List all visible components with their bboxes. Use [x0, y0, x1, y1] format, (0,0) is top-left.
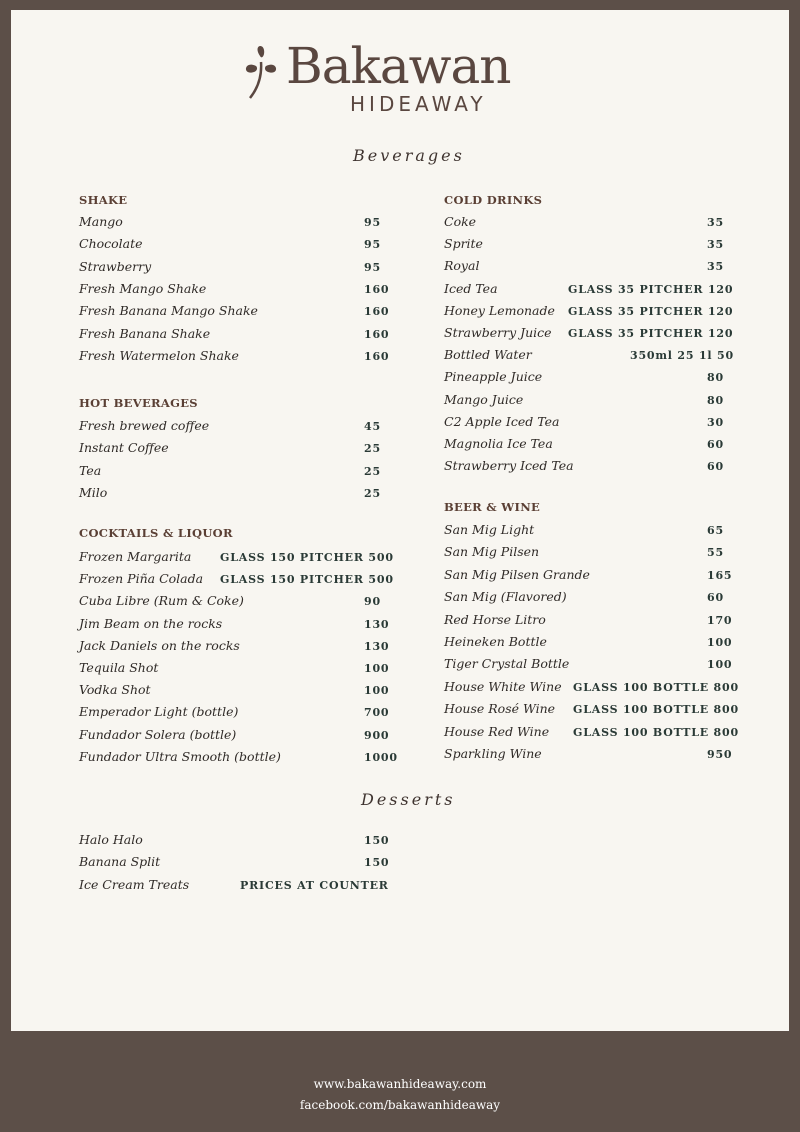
brand-name: Bakawan — [286, 37, 511, 95]
menu-item-price: 150 — [364, 834, 390, 847]
menu-item-row — [79, 637, 390, 658]
beer-category-title: BEER & WINE — [444, 500, 541, 514]
menu-item-name: Pineapple Juice — [444, 369, 543, 385]
menu-item-row — [79, 325, 390, 346]
menu-item-price: GLASS 35 PITCHER 120 — [568, 327, 734, 340]
menu-item-row — [79, 485, 379, 505]
menu-item-row — [79, 660, 390, 680]
menu-item-price: 95 — [364, 216, 381, 229]
menu-item-price: GLASS 35 PITCHER 120 — [568, 282, 734, 296]
menu-item-price: 60 — [707, 591, 724, 605]
menu-item-name: House Red Wine — [444, 723, 550, 739]
menu-item-name: Jack Daniels on the rocks — [79, 637, 240, 653]
menu-item-row — [79, 463, 379, 483]
leaf-icon — [240, 42, 284, 102]
menu-item-row — [79, 418, 379, 438]
menu-item-row — [79, 832, 390, 852]
menu-item-row — [444, 369, 744, 389]
menu-item-price: 170 — [707, 613, 733, 627]
menu-item-row — [444, 303, 744, 323]
menu-item-row — [444, 634, 744, 654]
menu-item-price: PRICES AT COUNTER — [240, 878, 389, 892]
menu-item-price: 60 — [707, 438, 724, 451]
menu-item-price: 25 — [364, 464, 381, 478]
menu-item-name: Strawberry Juice — [444, 325, 552, 340]
menu-item-price: 130 — [364, 617, 390, 631]
menu-item-name: San Mig Light — [444, 522, 535, 537]
menu-item-row — [79, 726, 390, 747]
menu-item-price: 100 — [707, 658, 733, 672]
menu-item-row — [79, 615, 390, 636]
menu-item-price: 165 — [707, 568, 733, 582]
menu-item-row — [79, 440, 379, 460]
menu-item-price: 160 — [364, 327, 390, 341]
menu-item-name: Halo Halo — [79, 832, 143, 847]
menu-item-row — [79, 682, 390, 702]
menu-item-row — [444, 236, 744, 256]
menu-item-row — [444, 701, 744, 721]
menu-item-row — [79, 259, 379, 279]
menu-item-price: 150 — [364, 856, 390, 870]
menu-item-name: Frozen Piña Colada — [79, 571, 204, 587]
menu-item-name: Banana Split — [79, 854, 161, 870]
beverages-title: Beverages — [353, 146, 465, 165]
menu-item-price: 60 — [707, 460, 724, 474]
menu-item-name: Coke — [444, 214, 477, 229]
menu-item-price: 95 — [364, 260, 381, 274]
menu-item-price: 35 — [707, 216, 724, 229]
menu-item-name: Fresh Mango Shake — [79, 280, 207, 296]
menu-item-price: 25 — [364, 486, 381, 500]
menu-item-name: Tequila Shot — [79, 660, 159, 675]
menu-item-price: 35 — [707, 238, 724, 252]
menu-item-name: Tiger Crystal Bottle — [444, 656, 570, 672]
menu-item-name: Tea — [79, 462, 102, 478]
menu-item-row — [444, 612, 744, 632]
brand-subtitle: HIDEAWAY — [350, 92, 487, 116]
menu-item-price: 95 — [364, 238, 381, 252]
menu-item-price: 65 — [707, 524, 724, 537]
menu-item-price: 100 — [707, 636, 733, 649]
menu-item-row — [444, 458, 744, 478]
menu-item-row — [444, 544, 744, 564]
menu-item-name: Iced Tea — [444, 280, 498, 296]
menu-item-row — [444, 679, 744, 699]
menu-item-name: House White Wine — [444, 678, 562, 694]
menu-item-row — [79, 214, 379, 234]
menu-item-row — [444, 724, 744, 744]
menu-item-name: Jim Beam on the rocks — [79, 615, 223, 631]
menu-item-price: GLASS 35 PITCHER 120 — [568, 304, 734, 318]
menu-item-row — [444, 746, 744, 766]
menu-item-name: Fundador Ultra Smooth (bottle) — [79, 748, 281, 764]
menu-item-row — [444, 522, 744, 542]
menu-item-price: 1000 — [364, 750, 398, 764]
menu-item-name: Honey Lemonade — [444, 302, 555, 318]
menu-item-row — [444, 392, 744, 412]
menu-item-row — [79, 593, 379, 613]
menu-item-name: Strawberry — [79, 258, 152, 274]
cocktails-category-title: COCKTAILS & LIQUOR — [79, 526, 233, 540]
menu-item-name: Frozen Margarita — [79, 549, 192, 564]
menu-item-name: Strawberry Iced Tea — [444, 458, 574, 474]
menu-item-row — [444, 214, 744, 234]
menu-item-price: 950 — [707, 748, 733, 761]
menu-item-price: 700 — [364, 706, 390, 720]
menu-item-price: GLASS 100 BOTTLE 800 — [573, 703, 739, 717]
menu-item-price: 350ml 25 1l 50 — [630, 349, 734, 363]
menu-item-price: 160 — [364, 305, 390, 319]
menu-item-row — [444, 258, 744, 278]
menu-item-row — [79, 854, 390, 874]
facebook-link[interactable]: facebook.com/bakawanhideaway — [299, 1098, 501, 1112]
menu-item-row — [79, 571, 394, 591]
menu-item-price: 35 — [707, 260, 724, 274]
menu-item-price: GLASS 100 BOTTLE 800 — [573, 725, 739, 739]
menu-item-name: Bottled Water — [444, 347, 532, 363]
menu-item-name: Sprite — [444, 236, 483, 252]
menu-item-price: 55 — [707, 546, 724, 560]
hot-category-title: HOT BEVERAGES — [79, 396, 198, 410]
logo — [240, 36, 550, 126]
menu-item-name: Fresh Watermelon Shake — [79, 347, 239, 363]
menu-item-name: Sparkling Wine — [444, 746, 542, 761]
menu-item-name: Chocolate — [79, 236, 143, 252]
menu-item-price: 25 — [364, 442, 381, 456]
menu-item-name: Mango — [79, 214, 123, 229]
menu-item-price: 100 — [364, 662, 390, 675]
menu-item-name: Instant Coffee — [79, 440, 169, 456]
menu-item-row — [444, 589, 744, 609]
desserts-title: Desserts — [361, 790, 456, 809]
menu-item-name: Fresh brewed coffee — [79, 418, 210, 433]
menu-item-row — [79, 347, 390, 368]
website-link[interactable]: www.bakawanhideaway.com — [313, 1077, 487, 1091]
menu-item-name: Magnolia Ice Tea — [444, 436, 553, 451]
menu-item-name: Heineken Bottle — [444, 634, 547, 649]
menu-item-price: GLASS 150 PITCHER 500 — [220, 551, 394, 564]
menu-item-row — [444, 414, 744, 434]
menu-item-row — [79, 748, 398, 769]
menu-item-price: 80 — [707, 371, 724, 385]
menu-item-price: GLASS 100 BOTTLE 800 — [573, 680, 739, 694]
menu-item-row — [79, 704, 390, 724]
menu-item-row — [79, 303, 390, 323]
menu-item-row — [79, 236, 379, 256]
menu-item-price: GLASS 150 PITCHER 500 — [220, 573, 394, 587]
menu-item-price: 45 — [364, 420, 381, 433]
menu-item-name: Royal — [444, 258, 480, 274]
menu-item-name: Fundador Solera (bottle) — [79, 726, 237, 742]
menu-item-price: 900 — [364, 728, 390, 742]
menu-item-price: 160 — [364, 349, 390, 363]
menu-item-price: 100 — [364, 684, 390, 698]
menu-item-row — [79, 280, 390, 301]
menu-item-name: Fresh Banana Shake — [79, 325, 211, 341]
menu-item-row — [444, 436, 744, 456]
menu-item-name: Cuba Libre (Rum & Coke) — [79, 593, 244, 609]
menu-item-name: Red Horse Litro — [444, 611, 546, 627]
menu-item-row — [444, 567, 744, 587]
menu-item-price: 90 — [364, 595, 381, 609]
menu-item-name: Emperador Light (bottle) — [79, 704, 239, 720]
menu-item-name: San Mig Pilsen — [444, 544, 540, 560]
menu-item-name: House Rosé Wine — [444, 701, 556, 717]
menu-item-name: San Mig Pilsen Grande — [444, 566, 590, 582]
menu-item-price: 130 — [364, 639, 390, 653]
menu-item-row — [444, 325, 744, 345]
menu-item-name: Milo — [79, 484, 108, 500]
menu-item-price: 80 — [707, 393, 724, 407]
menu-item-row — [444, 281, 744, 301]
menu-item-row — [444, 347, 744, 367]
menu-item-name: C2 Apple Iced Tea — [444, 413, 560, 429]
menu-item-price: 160 — [364, 282, 390, 296]
menu-item-row — [444, 656, 744, 676]
shake-category-title: SHAKE — [79, 193, 128, 207]
menu-item-name: Ice Cream Treats — [79, 876, 190, 892]
menu-item-row — [79, 876, 389, 897]
cold-category-title: COLD DRINKS — [444, 193, 543, 207]
menu-item-name: Mango Juice — [444, 391, 524, 407]
menu-item-row — [79, 549, 394, 569]
menu-item-name: San Mig (Flavored) — [444, 589, 567, 605]
menu-item-name: Vodka Shot — [79, 682, 151, 698]
menu-item-price: 30 — [707, 415, 724, 429]
menu-item-name: Fresh Banana Mango Shake — [79, 303, 258, 319]
